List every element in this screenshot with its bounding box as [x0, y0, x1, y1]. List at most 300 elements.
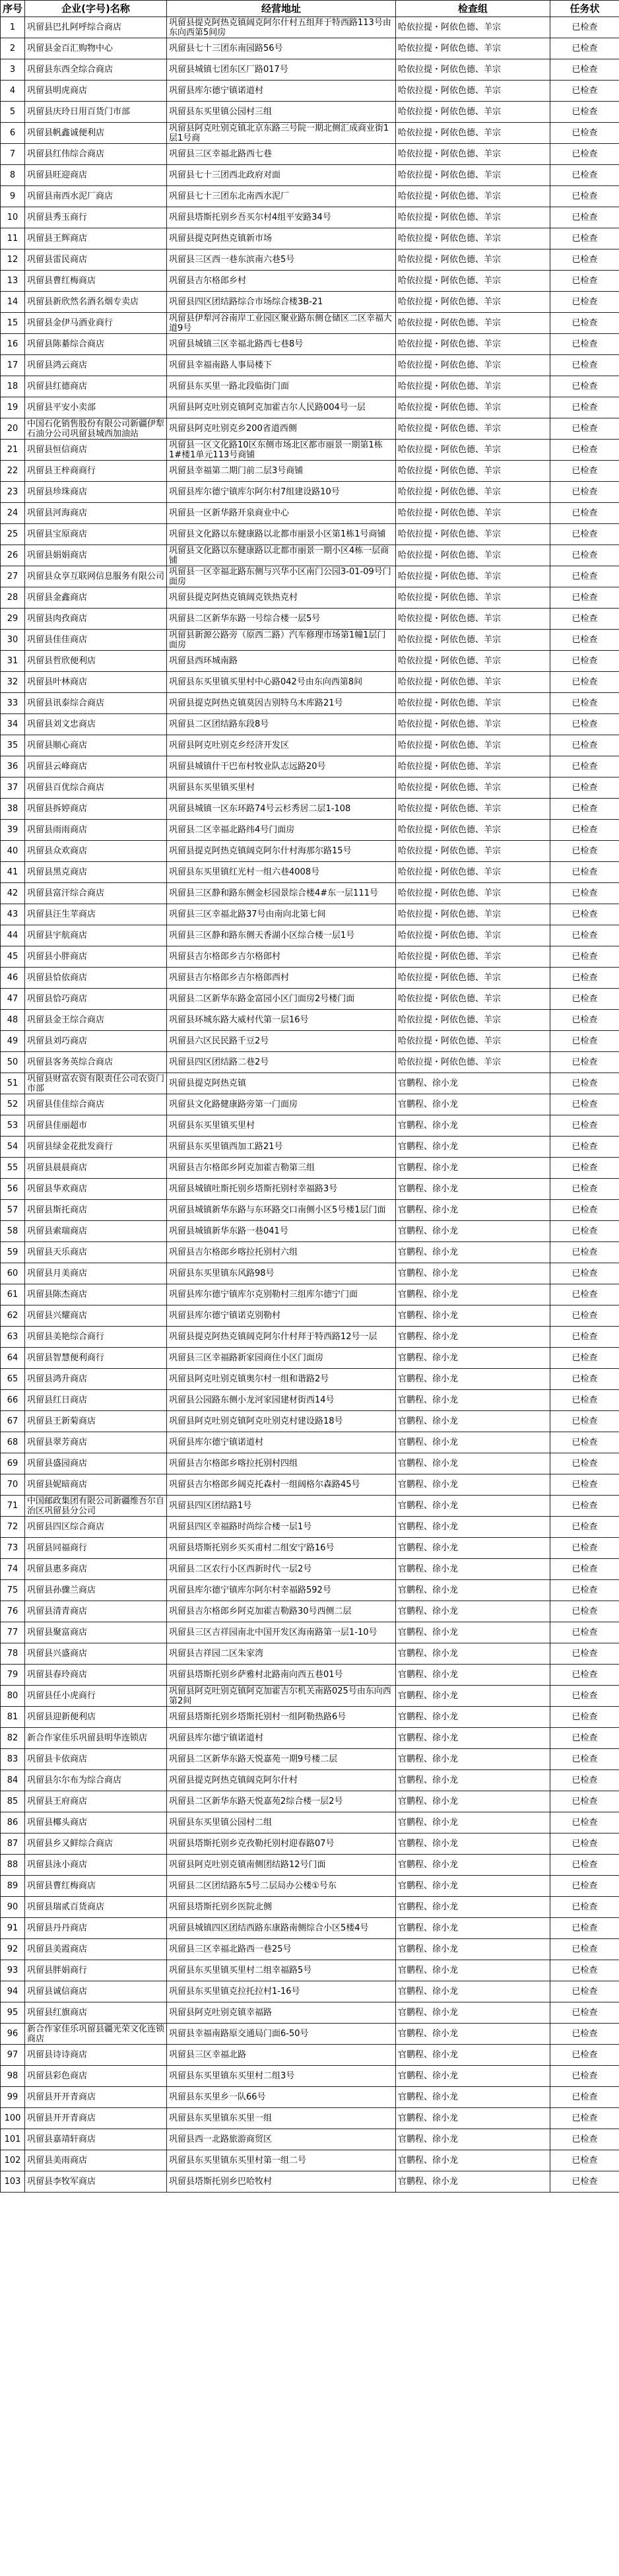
- row-number: 32: [1, 672, 25, 693]
- table-row: [1, 904, 619, 925]
- company-name: 巩留县平安小卖部: [25, 397, 167, 418]
- task-status: 已检查: [550, 1453, 619, 1474]
- row-number: 21: [1, 440, 25, 461]
- company-name: 巩留县富汗综合商店: [25, 883, 167, 904]
- company-name: 巩留县顺心商店: [25, 735, 167, 756]
- row-number: 78: [1, 1643, 25, 1665]
- header-address: 经营地址: [167, 1, 396, 17]
- inspection-group: 官鹏程、徐小龙: [396, 1453, 550, 1474]
- row-number: 88: [1, 1855, 25, 1876]
- task-status: 已检查: [550, 1580, 619, 1601]
- company-name: 巩留县宝原商店: [25, 524, 167, 545]
- table-row: [1, 1728, 619, 1749]
- task-status: 已检查: [550, 1855, 619, 1876]
- business-address: 巩留县东买里镇东买里村二组3号: [167, 2066, 396, 2087]
- task-status: 已检查: [550, 1094, 619, 1115]
- inspection-group: 官鹏程、徐小龙: [396, 1981, 550, 2002]
- row-number: 91: [1, 1918, 25, 1939]
- business-address: 巩留县城镇新华东路与东环路交口南侧小区5号楼1层门面: [167, 1200, 396, 1221]
- business-address: 巩留县吉尔格郎乡阿克加霍吉勒第三组: [167, 1158, 396, 1179]
- inspection-group: 官鹏程、徐小龙: [396, 1707, 550, 1728]
- inspection-group: 哈依拉提・阿依色德、羊宗: [396, 904, 550, 925]
- company-name: 巩留县红伟综合商店: [25, 144, 167, 165]
- business-address: 巩留县西一北路旅游商贸区: [167, 2129, 396, 2150]
- table-row: [1, 17, 619, 38]
- business-address: 巩留县幸福南路人事局楼下: [167, 355, 396, 376]
- table-row: [1, 38, 619, 59]
- company-name: 巩留县开开青商店: [25, 2087, 167, 2108]
- task-status: 已检查: [550, 841, 619, 862]
- inspection-group: 官鹏程、徐小龙: [396, 2002, 550, 2024]
- table-row: [1, 545, 619, 566]
- row-number: 27: [1, 566, 25, 587]
- table-row: [1, 334, 619, 355]
- company-name: 巩留县妮暗商店: [25, 1474, 167, 1496]
- table-row: [1, 524, 619, 545]
- inspection-group: 哈依拉提・阿依色德、羊宗: [396, 714, 550, 735]
- table-row: [1, 144, 619, 165]
- task-status: 已检查: [550, 2045, 619, 2066]
- task-status: 已检查: [550, 1517, 619, 1538]
- row-number: 64: [1, 1348, 25, 1369]
- row-number: 31: [1, 651, 25, 672]
- row-number: 95: [1, 2002, 25, 2024]
- table-row: [1, 1453, 619, 1474]
- business-address: 巩留县东买里镇东买里一组: [167, 2108, 396, 2129]
- business-address: 巩留县七十三团西北政府对面: [167, 165, 396, 186]
- task-status: 已检查: [550, 946, 619, 968]
- business-address: 巩留县阿克吐别克镇奥尔村一组和谐路2号: [167, 1369, 396, 1390]
- business-address: 巩留县三区静和路东侧金杉园景综合楼4#东一层111号: [167, 883, 396, 904]
- row-number: 76: [1, 1601, 25, 1622]
- inspection-group: 官鹏程、徐小龙: [396, 1327, 550, 1348]
- company-name: 巩留县尔尔布为综合商店: [25, 1770, 167, 1791]
- row-number: 25: [1, 524, 25, 545]
- business-address: 巩留县东买里镇买里村: [167, 1115, 396, 1137]
- business-address: 巩留县塔斯托别乡巴哈牧村: [167, 2171, 396, 2193]
- company-name: 巩留县珍珠商店: [25, 482, 167, 503]
- task-status: 已检查: [550, 144, 619, 165]
- task-status: 已检查: [550, 1242, 619, 1263]
- table-row: [1, 587, 619, 609]
- business-address: 巩留县四区团结路综合市场综合楼3B-21: [167, 292, 396, 313]
- inspection-group: 官鹏程、徐小龙: [396, 2150, 550, 2171]
- task-status: 已检查: [550, 777, 619, 799]
- table-row: [1, 1221, 619, 1242]
- row-number: 58: [1, 1221, 25, 1242]
- business-address: 巩留县东买里镇东风路98号: [167, 1263, 396, 1284]
- table-row: [1, 799, 619, 820]
- company-name: 巩留县春玲商店: [25, 1665, 167, 1686]
- row-number: 44: [1, 925, 25, 946]
- inspection-group: 官鹏程、徐小龙: [396, 1496, 550, 1517]
- company-name: 巩留县兴盛商店: [25, 1643, 167, 1665]
- company-name: 巩留县刘巧商店: [25, 1031, 167, 1052]
- inspection-group: 官鹏程、徐小龙: [396, 1939, 550, 1960]
- business-address: 巩留县提克阿热克镇: [167, 1073, 396, 1094]
- row-number: 36: [1, 756, 25, 777]
- table-row: [1, 1284, 619, 1305]
- task-status: 已检查: [550, 2129, 619, 2150]
- business-address: 巩留县提克阿热克镇阔克阿尔什村: [167, 1770, 396, 1791]
- inspection-group: 哈依拉提・阿依色德、羊宗: [396, 651, 550, 672]
- business-address: 巩留县阿克吐别克乡200省道西侧: [167, 418, 396, 440]
- inspection-group: 哈依拉提・阿依色德、羊宗: [396, 1052, 550, 1073]
- row-number: 81: [1, 1707, 25, 1728]
- business-address: 巩留县幸福南路原交通局门面6-50号: [167, 2024, 396, 2045]
- inspection-group: 官鹏程、徐小龙: [396, 1348, 550, 1369]
- company-name: 巩留县雨雨商店: [25, 820, 167, 841]
- company-name: 巩留县清青商店: [25, 1601, 167, 1622]
- business-address: 巩留县塔斯托别乡买买甫村二组安宁路16号: [167, 1538, 396, 1559]
- table-row: [1, 1707, 619, 1728]
- business-address: 巩留县吉尔格郎乡阔克托森村一组阔格尔森路45号: [167, 1474, 396, 1496]
- task-status: 已检查: [550, 313, 619, 334]
- inspection-group: 哈依拉提・阿依色德、羊宗: [396, 292, 550, 313]
- company-name: 巩留县美雨商店: [25, 2150, 167, 2171]
- business-address: 巩留县三区西一巷东滨南六巷5号: [167, 249, 396, 271]
- row-number: 37: [1, 777, 25, 799]
- company-name: 巩留县美霞商店: [25, 1939, 167, 1960]
- inspection-group: 官鹏程、徐小龙: [396, 1073, 550, 1094]
- inspection-group: 哈依拉提・阿依色德、羊宗: [396, 862, 550, 883]
- row-number: 89: [1, 1876, 25, 1897]
- task-status: 已检查: [550, 1643, 619, 1665]
- row-number: 9: [1, 186, 25, 207]
- table-row: [1, 1010, 619, 1031]
- company-name: 巩留县王府商店: [25, 1791, 167, 1812]
- row-number: 61: [1, 1284, 25, 1305]
- table-row: [1, 2171, 619, 2193]
- table-row: [1, 714, 619, 735]
- inspection-group: 哈依拉提・阿依色德、羊宗: [396, 186, 550, 207]
- business-address: 巩留县三区静和路东侧天香湖小区综合楼一层1号: [167, 925, 396, 946]
- table-row: [1, 1665, 619, 1686]
- table-row: [1, 2002, 619, 2024]
- task-status: 已检查: [550, 524, 619, 545]
- task-status: 已检查: [550, 799, 619, 820]
- task-status: 已检查: [550, 228, 619, 249]
- company-name: 巩留县丹丹商店: [25, 1918, 167, 1939]
- company-name: 巩留县宇航商店: [25, 925, 167, 946]
- task-status: 已检查: [550, 1960, 619, 1981]
- business-address: 巩留县文化路以东健康路以北都市丽景小区第1栋1号商铺: [167, 524, 396, 545]
- business-address: 巩留县三区幸福北路西七巷: [167, 144, 396, 165]
- inspection-group: 官鹏程、徐小龙: [396, 1390, 550, 1411]
- task-status: 已检查: [550, 1305, 619, 1327]
- row-number: 6: [1, 123, 25, 144]
- inspection-group: 官鹏程、徐小龙: [396, 1918, 550, 1939]
- task-status: 已检查: [550, 1137, 619, 1158]
- task-status: 已检查: [550, 59, 619, 81]
- company-name: 巩留县迎新便利店: [25, 1707, 167, 1728]
- company-name: 巩留县嘉靖轩商店: [25, 2129, 167, 2150]
- company-name: 巩留县卡依商店: [25, 1749, 167, 1770]
- business-address: 巩留县库尔德宁镇诺道村: [167, 1432, 396, 1453]
- company-name: 巩留县恒信商店: [25, 440, 167, 461]
- company-name: 巩留县惠多商店: [25, 1559, 167, 1580]
- business-address: 巩留县公园路东侧小龙河家园建材街西14号: [167, 1390, 396, 1411]
- inspection-group: 哈依拉提・阿依色德、羊宗: [396, 397, 550, 418]
- inspection-group: 哈依拉提・阿依色德、羊宗: [396, 102, 550, 123]
- task-status: 已检查: [550, 714, 619, 735]
- company-name: 巩留县肉孜商店: [25, 609, 167, 630]
- business-address: 巩留县七十三团东北南西水泥厂: [167, 186, 396, 207]
- company-name: 巩留县佳佳综合商店: [25, 1094, 167, 1115]
- row-number: 84: [1, 1770, 25, 1791]
- table-row: [1, 249, 619, 271]
- business-address: 巩留县阿克吐别克镇阿克加霍吉尔机关南路025号由东向西第2间: [167, 1686, 396, 1707]
- business-address: 巩留县库尔德宁镇库尔阿尔村7组建设路10号: [167, 482, 396, 503]
- row-number: 97: [1, 2045, 25, 2066]
- business-address: 巩留县吉尔格郎乡阿克加霍吉勒路30号西侧二层: [167, 1601, 396, 1622]
- row-number: 96: [1, 2024, 25, 2045]
- company-name: 巩留县泳小商店: [25, 1855, 167, 1876]
- row-number: 46: [1, 968, 25, 989]
- company-name: 巩留县胖娟商行: [25, 1960, 167, 1981]
- task-status: 已检查: [550, 1031, 619, 1052]
- table-row: [1, 1580, 619, 1601]
- table-row: [1, 1939, 619, 1960]
- company-name: 巩留县佳佳商店: [25, 630, 167, 651]
- table-row: [1, 461, 619, 482]
- table-row: [1, 2045, 619, 2066]
- inspection-group: 哈依拉提・阿依色德、羊宗: [396, 376, 550, 397]
- table-row: [1, 482, 619, 503]
- table-row: [1, 1200, 619, 1221]
- inspection-group: 哈依拉提・阿依色德、羊宗: [396, 841, 550, 862]
- inspection-group: 官鹏程、徐小龙: [396, 2066, 550, 2087]
- company-name: 巩留县佳丽超市: [25, 1115, 167, 1137]
- task-status: 已检查: [550, 1622, 619, 1643]
- task-status: 已检查: [550, 207, 619, 228]
- business-address: 巩留县塔斯托别乡吾买尔村4组平安路34号: [167, 207, 396, 228]
- row-number: 35: [1, 735, 25, 756]
- company-name: 巩留县庆玲日用百货门市部: [25, 102, 167, 123]
- company-name: 巩留县李牧军商店: [25, 2171, 167, 2193]
- inspection-group: 官鹏程、徐小龙: [396, 1200, 550, 1221]
- company-name: 巩留县陈綦综合商店: [25, 334, 167, 355]
- table-row: [1, 355, 619, 376]
- business-address: 巩留县二区新华东路金富园小区门面房2号楼门面: [167, 989, 396, 1010]
- task-status: 已检查: [550, 904, 619, 925]
- business-address: 巩留县四区幸福路时尚综合楼一层1号: [167, 1517, 396, 1538]
- row-number: 99: [1, 2087, 25, 2108]
- business-address: 巩留县东买里镇买里村: [167, 777, 396, 799]
- business-address: 巩留县东买里镇克拉托拉村1-16号: [167, 1981, 396, 2002]
- company-name: 巩留县陈杰商店: [25, 1284, 167, 1305]
- inspection-group: 哈依拉提・阿依色德、羊宗: [396, 17, 550, 38]
- row-number: 23: [1, 482, 25, 503]
- table-row: [1, 1496, 619, 1517]
- task-status: 已检查: [550, 271, 619, 292]
- row-number: 33: [1, 693, 25, 714]
- table-row: [1, 207, 619, 228]
- table-row: [1, 271, 619, 292]
- inspection-group: 官鹏程、徐小龙: [396, 1517, 550, 1538]
- task-status: 已检查: [550, 440, 619, 461]
- task-status: 已检查: [550, 2087, 619, 2108]
- business-address: 巩留县阿克吐别克镇南侧团结路12号门面: [167, 1855, 396, 1876]
- business-address: 巩留县四区团结路二巷2号: [167, 1052, 396, 1073]
- company-name: 巩留县乡又鲜综合商店: [25, 1833, 167, 1855]
- inspection-group: 哈依拉提・阿依色德、羊宗: [396, 81, 550, 102]
- inspection-group: 哈依拉提・阿依色德、羊宗: [396, 482, 550, 503]
- business-address: 巩留县库尔德宁镇诺道村: [167, 81, 396, 102]
- row-number: 30: [1, 630, 25, 651]
- inspection-group: 官鹏程、徐小龙: [396, 1559, 550, 1580]
- inspection-group: 官鹏程、徐小龙: [396, 1094, 550, 1115]
- table-row: [1, 123, 619, 144]
- task-status: 已检查: [550, 1221, 619, 1242]
- company-name: 巩留县旺迎商店: [25, 165, 167, 186]
- company-name: 巩留县斯托商店: [25, 1200, 167, 1221]
- business-address: 巩留县提克阿热克镇莫因吉别特乌木库路21号: [167, 693, 396, 714]
- task-status: 已检查: [550, 2024, 619, 2045]
- company-name: 巩留县任小虎商行: [25, 1686, 167, 1707]
- inspection-group: 哈依拉提・阿依色德、羊宗: [396, 735, 550, 756]
- task-status: 已检查: [550, 1707, 619, 1728]
- task-status: 已检查: [550, 1474, 619, 1496]
- row-number: 16: [1, 334, 25, 355]
- inspection-group: 官鹏程、徐小龙: [396, 1263, 550, 1284]
- task-status: 已检查: [550, 1411, 619, 1432]
- inspection-group: 官鹏程、徐小龙: [396, 1622, 550, 1643]
- business-address: 巩留县东买里镇买里村中心路042号由东向西第8间: [167, 672, 396, 693]
- table-row: [1, 186, 619, 207]
- row-number: 5: [1, 102, 25, 123]
- task-status: 已检查: [550, 1073, 619, 1094]
- row-number: 100: [1, 2108, 25, 2129]
- table-row: [1, 968, 619, 989]
- company-name: 巩留县华欢商店: [25, 1179, 167, 1200]
- task-status: 已检查: [550, 17, 619, 38]
- task-status: 已检查: [550, 1538, 619, 1559]
- task-status: 已检查: [550, 566, 619, 587]
- row-number: 59: [1, 1242, 25, 1263]
- table-row: [1, 883, 619, 904]
- task-status: 已检查: [550, 630, 619, 651]
- header-status: 任务状: [550, 1, 619, 17]
- row-number: 98: [1, 2066, 25, 2087]
- task-status: 已检查: [550, 1263, 619, 1284]
- business-address: 巩留县吉尔格郎乡喀拉托别村六组: [167, 1242, 396, 1263]
- table-row: [1, 1918, 619, 1939]
- row-number: 4: [1, 81, 25, 102]
- table-row: [1, 1643, 619, 1665]
- task-status: 已检查: [550, 2108, 619, 2129]
- business-address: 巩留县城镇新华东路一巷041号: [167, 1221, 396, 1242]
- inspection-group: 哈依拉提・阿依色德、羊宗: [396, 566, 550, 587]
- table-row: [1, 1622, 619, 1643]
- inspection-group: 哈依拉提・阿依色德、羊宗: [396, 249, 550, 271]
- table-row: [1, 440, 619, 461]
- company-name: 巩留县帆鑫诚便利店: [25, 123, 167, 144]
- company-name: 巩留县天乐商店: [25, 1242, 167, 1263]
- table-row: [1, 651, 619, 672]
- company-name: 巩留县智慧便利商行: [25, 1348, 167, 1369]
- table-row: [1, 756, 619, 777]
- business-address: 巩留县二区团结路东5号二层局办公楼①号东: [167, 1876, 396, 1897]
- table-row: [1, 1137, 619, 1158]
- company-name: 巩留县红旗商店: [25, 2002, 167, 2024]
- row-number: 2: [1, 38, 25, 59]
- business-address: 巩留县提克阿热克镇阔克阿尔什村拜于特西路12号一层: [167, 1327, 396, 1348]
- task-status: 已检查: [550, 1791, 619, 1812]
- task-status: 已检查: [550, 165, 619, 186]
- table-row: [1, 102, 619, 123]
- task-status: 已检查: [550, 1200, 619, 1221]
- company-name: 巩留县诚信商店: [25, 1981, 167, 2002]
- table-row: [1, 1094, 619, 1115]
- row-number: 85: [1, 1791, 25, 1812]
- table-row: [1, 693, 619, 714]
- inspection-group: 哈依拉提・阿依色德、羊宗: [396, 693, 550, 714]
- inspection-group: 官鹏程、徐小龙: [396, 1601, 550, 1622]
- company-name: 巩留县新欣然名酒名烟专卖店: [25, 292, 167, 313]
- task-status: 已检查: [550, 1749, 619, 1770]
- inspection-group: 哈依拉提・阿依色德、羊宗: [396, 630, 550, 651]
- inspection-group: 哈依拉提・阿依色德、羊宗: [396, 609, 550, 630]
- inspection-group: 官鹏程、徐小龙: [396, 1643, 550, 1665]
- inspection-group: 哈依拉提・阿依色德、羊宗: [396, 334, 550, 355]
- company-name: 巩留县晨晨商店: [25, 1158, 167, 1179]
- business-address: 巩留县三区幸福北路: [167, 2045, 396, 2066]
- business-address: 巩留县塔斯托别乡克孜勒托别村迎春路07号: [167, 1833, 396, 1855]
- table-row: [1, 1474, 619, 1496]
- business-address: 巩留县二区农行小区西新时代一层2号: [167, 1559, 396, 1580]
- table-row: [1, 503, 619, 524]
- row-number: 102: [1, 2150, 25, 2171]
- row-number: 55: [1, 1158, 25, 1179]
- company-name: 巩留县鸿云商店: [25, 355, 167, 376]
- task-status: 已检查: [550, 2002, 619, 2024]
- row-number: 87: [1, 1833, 25, 1855]
- table-row: [1, 1833, 619, 1855]
- row-number: 93: [1, 1960, 25, 1981]
- task-status: 已检查: [550, 1897, 619, 1918]
- business-address: 巩留县三区吉祥园南北中国开发区海南路第一层1-10号: [167, 1622, 396, 1643]
- inspection-group: 官鹏程、徐小龙: [396, 1284, 550, 1305]
- business-address: 巩留县二区新华东路天悦嘉苑2综合楼一层2号: [167, 1791, 396, 1812]
- table-row: [1, 1305, 619, 1327]
- business-address: 巩留县城镇吐斯托别乡塔斯托别村幸福路3号: [167, 1179, 396, 1200]
- inspection-group: 官鹏程、徐小龙: [396, 1855, 550, 1876]
- business-address: 巩留县三区幸福北路西一巷25号: [167, 1939, 396, 1960]
- table-row: [1, 59, 619, 81]
- company-name: 巩留县拆婷商店: [25, 799, 167, 820]
- business-address: 巩留县提克阿热克镇阔克阿尔什村海那尔路15号: [167, 841, 396, 862]
- table-body: [1, 17, 619, 2193]
- company-name: 巩留县南西水泥厂商店: [25, 186, 167, 207]
- task-status: 已检查: [550, 968, 619, 989]
- inspection-group: 官鹏程、徐小龙: [396, 2108, 550, 2129]
- row-number: 66: [1, 1390, 25, 1411]
- table-row: [1, 1686, 619, 1707]
- company-name: 巩留县客务英综合商店: [25, 1052, 167, 1073]
- row-number: 62: [1, 1305, 25, 1327]
- inspection-group: 哈依拉提・阿依色德、羊宗: [396, 123, 550, 144]
- table-row: [1, 1052, 619, 1073]
- company-name: 巩留县百优综合商店: [25, 777, 167, 799]
- company-name: 中国石化销售股份有限公司新疆伊犁石油分公司巩留县城西加油站: [25, 418, 167, 440]
- table-row: [1, 1031, 619, 1052]
- row-number: 15: [1, 313, 25, 334]
- table-row: [1, 397, 619, 418]
- row-number: 49: [1, 1031, 25, 1052]
- company-name: 巩留县汪生苹商店: [25, 904, 167, 925]
- task-status: 已检查: [550, 1559, 619, 1580]
